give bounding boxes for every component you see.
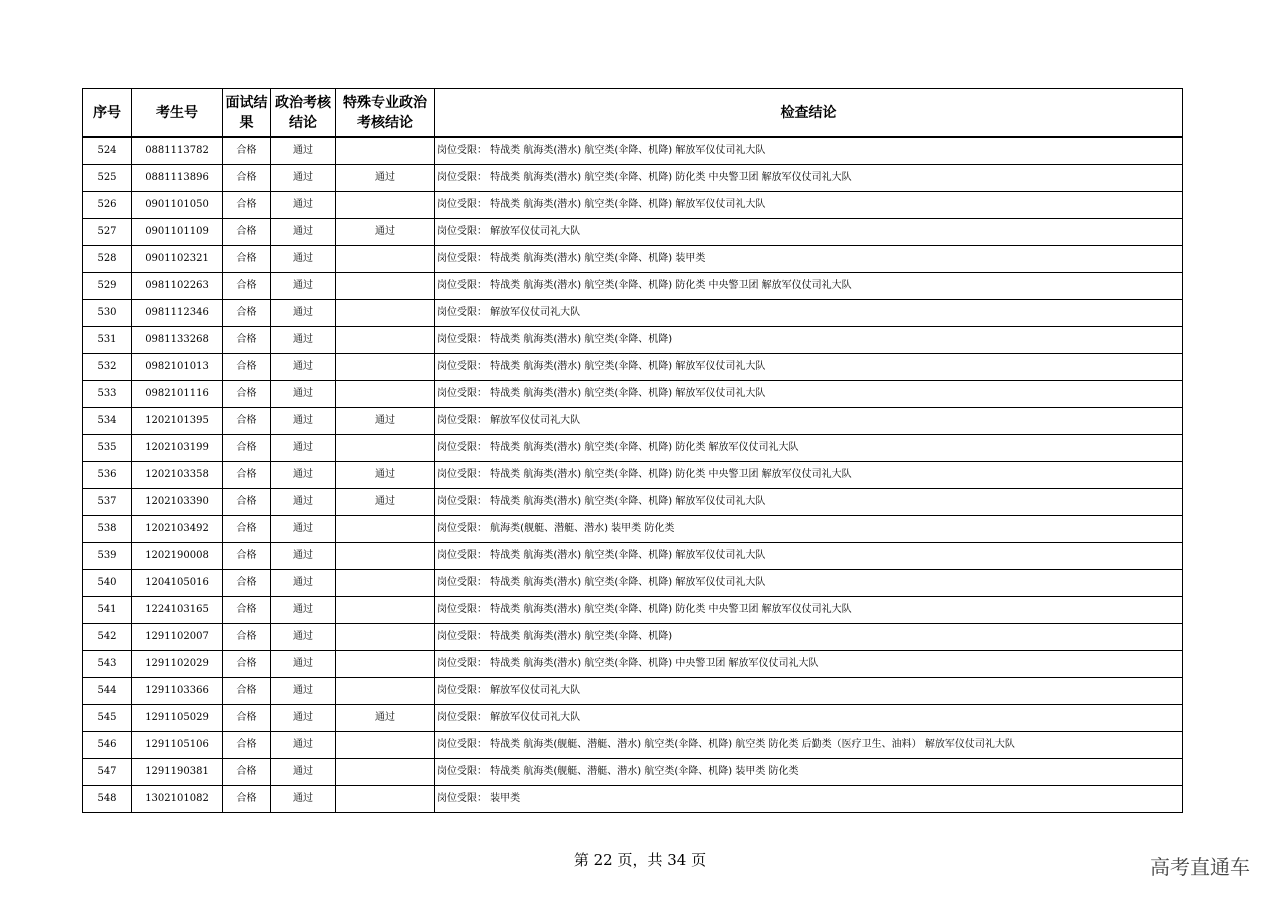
cell-political: 通过 [271, 732, 336, 759]
cell-interview: 合格 [223, 300, 271, 327]
cell-seq: 538 [83, 516, 132, 543]
header-interview-label: 面试结果 [225, 94, 268, 131]
table-row [83, 192, 1183, 219]
cell-exam-no: 1291102007 [132, 624, 223, 651]
cell-special [336, 192, 435, 219]
cell-conclusion: 岗位受限： 特战类 航海类(潜水) 航空类(伞降、机降) 防化类 解放军仪仗司礼大队 [435, 435, 1183, 462]
cell-seq: 544 [83, 678, 132, 705]
cell-seq: 536 [83, 462, 132, 489]
cell-conclusion: 岗位受限： 特战类 航海类(潜水) 航空类(伞降、机降) 防化类 中央警卫团 解放军仪仗司礼大队 [435, 165, 1183, 192]
cell-interview: 合格 [223, 543, 271, 570]
cell-exam-no: 1224103165 [132, 597, 223, 624]
cell-political: 通过 [271, 408, 336, 435]
table-row [83, 462, 1183, 489]
table-row [83, 759, 1183, 786]
cell-conclusion: 岗位受限： 特战类 航海类(潜水) 航空类(伞降、机降) 解放军仪仗司礼大队 [435, 570, 1183, 597]
cell-interview: 合格 [223, 597, 271, 624]
table-row [83, 408, 1183, 435]
table-row [83, 246, 1183, 273]
header-special [336, 89, 435, 138]
cell-interview: 合格 [223, 759, 271, 786]
cell-special [336, 354, 435, 381]
cell-exam-no: 1202103199 [132, 435, 223, 462]
cell-political: 通过 [271, 624, 336, 651]
cell-seq: 528 [83, 246, 132, 273]
cell-special: 通过 [336, 462, 435, 489]
cell-conclusion: 岗位受限： 特战类 航海类(舰艇、潜艇、潜水) 航空类(伞降、机降) 装甲类 防化类 [435, 759, 1183, 786]
cell-political: 通过 [271, 543, 336, 570]
cell-seq: 545 [83, 705, 132, 732]
cell-special [336, 678, 435, 705]
header-exam-no: 考生号 [132, 89, 223, 138]
cell-seq: 548 [83, 786, 132, 813]
table-header-row [83, 89, 1183, 138]
cell-conclusion: 岗位受限： 特战类 航海类(潜水) 航空类(伞降、机降) 解放军仪仗司礼大队 [435, 354, 1183, 381]
cell-exam-no: 1291103366 [132, 678, 223, 705]
cell-interview: 合格 [223, 678, 271, 705]
cell-political: 通过 [271, 759, 336, 786]
cell-special [336, 516, 435, 543]
cell-exam-no: 0881113782 [132, 137, 223, 165]
cell-political: 通过 [271, 165, 336, 192]
cell-special [336, 786, 435, 813]
cell-seq: 525 [83, 165, 132, 192]
cell-interview: 合格 [223, 408, 271, 435]
cell-political: 通过 [271, 678, 336, 705]
cell-seq: 530 [83, 300, 132, 327]
cell-exam-no: 1291190381 [132, 759, 223, 786]
cell-political: 通过 [271, 705, 336, 732]
cell-political: 通过 [271, 516, 336, 543]
cell-political: 通过 [271, 462, 336, 489]
cell-exam-no: 0901101050 [132, 192, 223, 219]
cell-special [336, 732, 435, 759]
header-political-label: 政治考核结论 [275, 94, 331, 131]
table-row [83, 678, 1183, 705]
table-row [83, 624, 1183, 651]
cell-special [336, 624, 435, 651]
cell-interview: 合格 [223, 137, 271, 165]
cell-interview: 合格 [223, 705, 271, 732]
cell-exam-no: 0982101013 [132, 354, 223, 381]
cell-seq: 542 [83, 624, 132, 651]
cell-interview: 合格 [223, 192, 271, 219]
cell-political: 通过 [271, 273, 336, 300]
cell-political: 通过 [271, 192, 336, 219]
cell-special [336, 570, 435, 597]
cell-seq: 533 [83, 381, 132, 408]
cell-special [336, 597, 435, 624]
table-row [83, 786, 1183, 813]
cell-interview: 合格 [223, 165, 271, 192]
table-row [83, 570, 1183, 597]
cell-seq: 527 [83, 219, 132, 246]
cell-special [336, 300, 435, 327]
cell-conclusion: 岗位受限： 特战类 航海类(潜水) 航空类(伞降、机降) 解放军仪仗司礼大队 [435, 381, 1183, 408]
table-row [83, 273, 1183, 300]
cell-interview: 合格 [223, 651, 271, 678]
cell-special [336, 435, 435, 462]
cell-conclusion: 岗位受限： 特战类 航海类(潜水) 航空类(伞降、机降) 解放军仪仗司礼大队 [435, 192, 1183, 219]
cell-exam-no: 0901102321 [132, 246, 223, 273]
cell-interview: 合格 [223, 273, 271, 300]
cell-political: 通过 [271, 597, 336, 624]
cell-conclusion: 岗位受限： 特战类 航海类(舰艇、潜艇、潜水) 航空类(伞降、机降) 航空类 防化类 后勤类（医疗卫生、油料） 解放军仪仗司礼大队 [435, 732, 1183, 759]
table-row [83, 516, 1183, 543]
cell-political: 通过 [271, 219, 336, 246]
table-row [83, 543, 1183, 570]
cell-conclusion: 岗位受限： 特战类 航海类(潜水) 航空类(伞降、机降) 防化类 中央警卫团 解放军仪仗司礼大队 [435, 273, 1183, 300]
cell-special [336, 137, 435, 165]
cell-exam-no: 0982101116 [132, 381, 223, 408]
cell-conclusion: 岗位受限： 特战类 航海类(潜水) 航空类(伞降、机降) [435, 624, 1183, 651]
cell-seq: 532 [83, 354, 132, 381]
cell-political: 通过 [271, 327, 336, 354]
cell-conclusion: 岗位受限： 特战类 航海类(潜水) 航空类(伞降、机降) 防化类 中央警卫团 解放军仪仗司礼大队 [435, 597, 1183, 624]
cell-exam-no: 1202103358 [132, 462, 223, 489]
table-row [83, 219, 1183, 246]
cell-seq: 540 [83, 570, 132, 597]
cell-special [336, 651, 435, 678]
cell-exam-no: 1291105106 [132, 732, 223, 759]
cell-special [336, 759, 435, 786]
cell-special: 通过 [336, 408, 435, 435]
table-body [83, 137, 1183, 813]
page-number: 第 22 页，共 34 页 [573, 851, 707, 869]
cell-seq: 539 [83, 543, 132, 570]
cell-interview: 合格 [223, 354, 271, 381]
cell-interview: 合格 [223, 219, 271, 246]
results-table [82, 88, 1183, 813]
cell-exam-no: 1291102029 [132, 651, 223, 678]
cell-special [336, 327, 435, 354]
cell-conclusion: 岗位受限： 解放军仪仗司礼大队 [435, 300, 1183, 327]
cell-conclusion: 岗位受限： 特战类 航海类(潜水) 航空类(伞降、机降) 防化类 中央警卫团 解放军仪仗司礼大队 [435, 462, 1183, 489]
cell-interview: 合格 [223, 786, 271, 813]
cell-seq: 524 [83, 137, 132, 165]
cell-special: 通过 [336, 165, 435, 192]
table-row [83, 489, 1183, 516]
cell-seq: 534 [83, 408, 132, 435]
cell-political: 通过 [271, 435, 336, 462]
cell-conclusion: 岗位受限： 特战类 航海类(潜水) 航空类(伞降、机降) 解放军仪仗司礼大队 [435, 489, 1183, 516]
cell-interview: 合格 [223, 381, 271, 408]
cell-conclusion: 岗位受限： 特战类 航海类(潜水) 航空类(伞降、机降) 解放军仪仗司礼大队 [435, 137, 1183, 165]
cell-conclusion: 岗位受限： 解放军仪仗司礼大队 [435, 678, 1183, 705]
cell-special [336, 543, 435, 570]
cell-seq: 547 [83, 759, 132, 786]
cell-exam-no: 0981112346 [132, 300, 223, 327]
cell-seq: 526 [83, 192, 132, 219]
cell-political: 通过 [271, 786, 336, 813]
cell-political: 通过 [271, 570, 336, 597]
cell-exam-no: 1202103492 [132, 516, 223, 543]
cell-exam-no: 1202190008 [132, 543, 223, 570]
table-row [83, 137, 1183, 165]
cell-exam-no: 0901101109 [132, 219, 223, 246]
cell-conclusion: 岗位受限： 特战类 航海类(潜水) 航空类(伞降、机降) 装甲类 [435, 246, 1183, 273]
cell-interview: 合格 [223, 435, 271, 462]
cell-interview: 合格 [223, 570, 271, 597]
cell-exam-no: 0881113896 [132, 165, 223, 192]
cell-political: 通过 [271, 300, 336, 327]
cell-exam-no: 1291105029 [132, 705, 223, 732]
cell-special: 通过 [336, 219, 435, 246]
cell-interview: 合格 [223, 732, 271, 759]
header-political [271, 89, 336, 138]
table-row [83, 435, 1183, 462]
cell-seq: 541 [83, 597, 132, 624]
table-row [83, 354, 1183, 381]
cell-political: 通过 [271, 381, 336, 408]
cell-interview: 合格 [223, 489, 271, 516]
cell-political: 通过 [271, 137, 336, 165]
cell-interview: 合格 [223, 327, 271, 354]
cell-conclusion: 岗位受限： 特战类 航海类(潜水) 航空类(伞降、机降) [435, 327, 1183, 354]
cell-seq: 535 [83, 435, 132, 462]
watermark-text: 高考直通车 [1150, 855, 1250, 879]
cell-interview: 合格 [223, 516, 271, 543]
table-row [83, 705, 1183, 732]
cell-conclusion: 岗位受限： 解放军仪仗司礼大队 [435, 705, 1183, 732]
cell-exam-no: 1302101082 [132, 786, 223, 813]
cell-political: 通过 [271, 354, 336, 381]
table-row [83, 651, 1183, 678]
cell-political: 通过 [271, 489, 336, 516]
cell-seq: 543 [83, 651, 132, 678]
cell-conclusion: 岗位受限： 装甲类 [435, 786, 1183, 813]
table-row [83, 597, 1183, 624]
cell-exam-no: 1204105016 [132, 570, 223, 597]
table-row [83, 381, 1183, 408]
cell-special [336, 381, 435, 408]
cell-special [336, 246, 435, 273]
header-conclusion: 检查结论 [435, 89, 1183, 138]
cell-conclusion: 岗位受限： 特战类 航海类(潜水) 航空类(伞降、机降) 中央警卫团 解放军仪仗司礼大队 [435, 651, 1183, 678]
header-seq: 序号 [83, 89, 132, 138]
cell-exam-no: 1202103390 [132, 489, 223, 516]
cell-seq: 531 [83, 327, 132, 354]
cell-exam-no: 1202101395 [132, 408, 223, 435]
cell-special: 通过 [336, 705, 435, 732]
cell-conclusion: 岗位受限： 航海类(舰艇、潜艇、潜水) 装甲类 防化类 [435, 516, 1183, 543]
cell-interview: 合格 [223, 624, 271, 651]
cell-exam-no: 0981133268 [132, 327, 223, 354]
table-row [83, 165, 1183, 192]
cell-conclusion: 岗位受限： 解放军仪仗司礼大队 [435, 408, 1183, 435]
cell-special: 通过 [336, 489, 435, 516]
header-special-label: 特殊专业政治考核结论 [343, 94, 427, 131]
cell-exam-no: 0981102263 [132, 273, 223, 300]
cell-conclusion: 岗位受限： 解放军仪仗司礼大队 [435, 219, 1183, 246]
cell-seq: 529 [83, 273, 132, 300]
cell-interview: 合格 [223, 246, 271, 273]
table-row [83, 327, 1183, 354]
header-interview [223, 89, 271, 138]
cell-special [336, 273, 435, 300]
cell-political: 通过 [271, 651, 336, 678]
table-row [83, 300, 1183, 327]
cell-seq: 537 [83, 489, 132, 516]
cell-interview: 合格 [223, 462, 271, 489]
cell-conclusion: 岗位受限： 特战类 航海类(潜水) 航空类(伞降、机降) 解放军仪仗司礼大队 [435, 543, 1183, 570]
cell-seq: 546 [83, 732, 132, 759]
table-row [83, 732, 1183, 759]
cell-political: 通过 [271, 246, 336, 273]
